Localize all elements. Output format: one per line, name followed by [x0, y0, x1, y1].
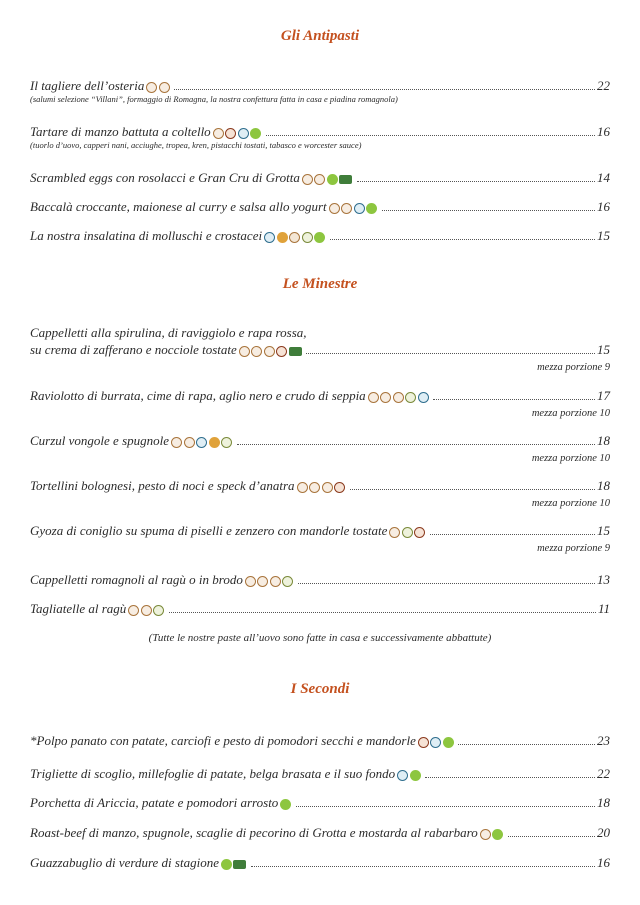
dish-name: Raviolotto di burrata, cime di rapa, aglio nero e crudo di seppia	[30, 388, 366, 403]
egg-icon	[393, 392, 404, 403]
leader-dots	[350, 489, 595, 490]
leader-dots	[433, 399, 595, 400]
dish-name: Cappelletti romagnoli al ragù o in brodo	[30, 572, 243, 587]
section-title-secondi: I Secondi	[290, 681, 350, 697]
dish-name: Trigliette di scoglio, millefoglie di patate, belga brasata e il suo fondo	[30, 766, 396, 781]
egg-icon	[270, 576, 281, 587]
nuts-icon	[276, 346, 287, 357]
vegetable-icon	[250, 128, 261, 139]
dish-name: Tartare di manzo battuta a coltello	[30, 124, 211, 139]
menu-item	[30, 478, 610, 510]
pasta-note: (Tutte le nostre paste all’uovo sono fatte in casa e successivamente abbattute)	[148, 632, 492, 644]
allergen-icons	[221, 859, 248, 870]
gluten-icon	[245, 576, 256, 587]
allergen-icons	[480, 829, 505, 840]
half-portion-price: mezza porzione 10	[531, 408, 610, 419]
gluten-icon	[171, 437, 182, 448]
milk-icon	[380, 392, 391, 403]
gluten-icon	[297, 482, 308, 493]
leader-dots	[298, 583, 595, 584]
shellfish-icon	[209, 437, 220, 448]
dish-name: Baccalà croccante, maionese al curry e salsa allo yogurt	[30, 199, 327, 214]
dish-name-first-line: Cappelletti alla spirulina, di raviggiolo e rapa rossa,	[30, 325, 307, 340]
leader-dots	[382, 210, 595, 211]
dish-name: Tortellini bolognesi, pesto di noci e speck d’anatra	[30, 478, 295, 493]
dish-price: 22	[597, 78, 610, 93]
egg-icon	[322, 482, 333, 493]
dish-price: 23	[597, 733, 610, 748]
nuts-icon	[414, 527, 425, 538]
leaf-icon	[289, 347, 302, 356]
vegetable-icon	[410, 770, 421, 781]
fish-icon	[430, 737, 441, 748]
nuts-icon	[334, 482, 345, 493]
dish-price: 16	[597, 124, 610, 139]
menu-item	[30, 795, 610, 810]
allergen-icons	[329, 203, 379, 214]
leader-dots	[251, 866, 595, 867]
leaf-icon	[233, 860, 246, 869]
dish-price: 15	[597, 228, 610, 243]
gluten-icon	[389, 527, 400, 538]
dish-name: Tagliatelle al ragù	[30, 601, 127, 616]
vegetable-icon	[314, 232, 325, 243]
dish-price: 15	[597, 523, 610, 538]
celery-icon	[402, 527, 413, 538]
dish-name: Gyoza di coniglio su spuma di piselli e zenzero con mandorle tostate	[30, 523, 388, 538]
menu-item	[30, 199, 610, 214]
allergen-icons	[213, 128, 263, 139]
dish-price: 14	[597, 170, 610, 185]
allergen-icons	[280, 799, 293, 810]
section-title-antipasti: Gli Antipasti	[280, 28, 360, 44]
menu-item	[30, 572, 610, 587]
fish-icon	[264, 232, 275, 243]
celery-icon	[153, 605, 164, 616]
dish-price: 20	[597, 825, 610, 840]
celery-icon	[405, 392, 416, 403]
menu-item	[30, 388, 610, 420]
shellfish-icon	[277, 232, 288, 243]
dish-price: 18	[597, 433, 610, 448]
dish-name: Guazzabuglio di verdure di stagione	[30, 855, 219, 870]
half-portion-price: mezza porzione 10	[531, 453, 610, 464]
menu-item	[30, 825, 610, 840]
milk-icon	[159, 82, 170, 93]
allergen-icons	[389, 527, 427, 538]
leader-dots	[169, 612, 596, 613]
fish-icon	[354, 203, 365, 214]
celery-icon	[221, 437, 232, 448]
vegetable-icon	[327, 174, 338, 185]
menu-item	[30, 170, 610, 185]
half-portion-price: mezza porzione 10	[531, 498, 610, 509]
dish-description: (tuorlo d’uovo, capperi nani, acciughe, tropea, kren, pistacchi tostati, tabasco e worcester sauce)	[30, 140, 362, 150]
dish-name: su crema di zafferano e nocciole tostate	[30, 342, 237, 357]
dish-name: Scrambled eggs con rosolacci e Gran Cru di Grotta	[30, 170, 300, 185]
milk-icon	[257, 576, 268, 587]
menu-item	[30, 733, 610, 748]
dish-name: Porchetta di Ariccia, patate e pomodori arrosto	[30, 795, 279, 810]
menu-item	[30, 124, 610, 151]
gluten-icon	[368, 392, 379, 403]
egg-icon	[141, 605, 152, 616]
menu-item	[30, 523, 610, 555]
dish-price: 16	[597, 855, 610, 870]
dish-price: 22	[597, 766, 610, 781]
leaf-icon	[339, 175, 352, 184]
leader-dots	[458, 744, 595, 745]
menu-item	[30, 78, 610, 105]
allergen-icons	[297, 482, 347, 493]
dish-price: 11	[597, 601, 610, 616]
nuts-icon	[418, 737, 429, 748]
gluten-icon	[128, 605, 139, 616]
menu-item	[30, 766, 610, 781]
allergen-icons	[128, 605, 166, 616]
fish-icon	[397, 770, 408, 781]
milk-icon	[329, 203, 340, 214]
allergen-icons	[171, 437, 234, 448]
nuts-icon	[225, 128, 236, 139]
allergen-icons	[245, 576, 295, 587]
allergen-icons	[368, 392, 431, 403]
leader-dots	[430, 534, 595, 535]
leader-dots	[296, 806, 595, 807]
fish-icon	[418, 392, 429, 403]
egg-icon	[341, 203, 352, 214]
dish-name: Il tagliere dell’osteria	[30, 78, 145, 93]
dish-name: Roast-beef di manzo, spugnole, scaglie di pecorino di Grotta e mostarda al rabarbaro	[30, 825, 478, 840]
menu-item	[30, 228, 610, 243]
leader-dots	[237, 444, 595, 445]
dish-price: 18	[597, 795, 610, 810]
mollusc-icon	[289, 232, 300, 243]
dish-description: (salumi selezione “Villani”, formaggio di Romagna, la nostra confettura fatta in casa e piadina romagnola)	[30, 94, 398, 104]
allergen-icons	[397, 770, 422, 781]
dish-price: 15	[597, 342, 610, 357]
celery-icon	[282, 576, 293, 587]
dish-price: 18	[597, 478, 610, 493]
dish-name: Curzul vongole e spugnole	[30, 433, 170, 448]
half-portion-price: mezza porzione 9	[537, 362, 610, 373]
milk-icon	[184, 437, 195, 448]
leader-dots	[306, 353, 595, 354]
menu-item	[30, 601, 610, 616]
gluten-icon	[239, 346, 250, 357]
vegetable-icon	[280, 799, 291, 810]
celery-icon	[302, 232, 313, 243]
milk-icon	[309, 482, 320, 493]
menu-item	[30, 433, 610, 465]
section-title-minestre: Le Minestre	[282, 276, 358, 292]
egg-icon	[314, 174, 325, 185]
leader-dots	[357, 181, 595, 182]
allergen-icons	[264, 232, 327, 243]
milk-icon	[480, 829, 491, 840]
leader-dots	[425, 777, 595, 778]
allergen-icons	[418, 737, 456, 748]
menu-item	[30, 855, 610, 870]
allergen-icons	[239, 346, 304, 357]
vegetable-icon	[443, 737, 454, 748]
half-portion-price: mezza porzione 9	[537, 543, 610, 554]
leader-dots	[174, 89, 595, 90]
vegetable-icon	[492, 829, 503, 840]
dish-name: La nostra insalatina di molluschi e crostacei	[30, 228, 263, 243]
egg-icon	[213, 128, 224, 139]
milk-icon	[302, 174, 313, 185]
milk-icon	[251, 346, 262, 357]
gluten-icon	[146, 82, 157, 93]
dish-name: *Polpo panato con patate, carciofi e pesto di pomodori secchi e mandorle	[30, 733, 416, 748]
egg-icon	[264, 346, 275, 357]
leader-dots	[266, 135, 595, 136]
dish-price: 16	[597, 199, 610, 214]
vegetable-icon	[366, 203, 377, 214]
allergen-icons	[146, 82, 171, 93]
leader-dots	[508, 836, 595, 837]
leader-dots	[330, 239, 595, 240]
allergen-icons	[302, 174, 354, 185]
menu-item	[30, 325, 610, 374]
vegetable-icon	[221, 859, 232, 870]
dish-price: 13	[597, 572, 610, 587]
fish-icon	[238, 128, 249, 139]
dish-price: 17	[597, 388, 610, 403]
fish-icon	[196, 437, 207, 448]
